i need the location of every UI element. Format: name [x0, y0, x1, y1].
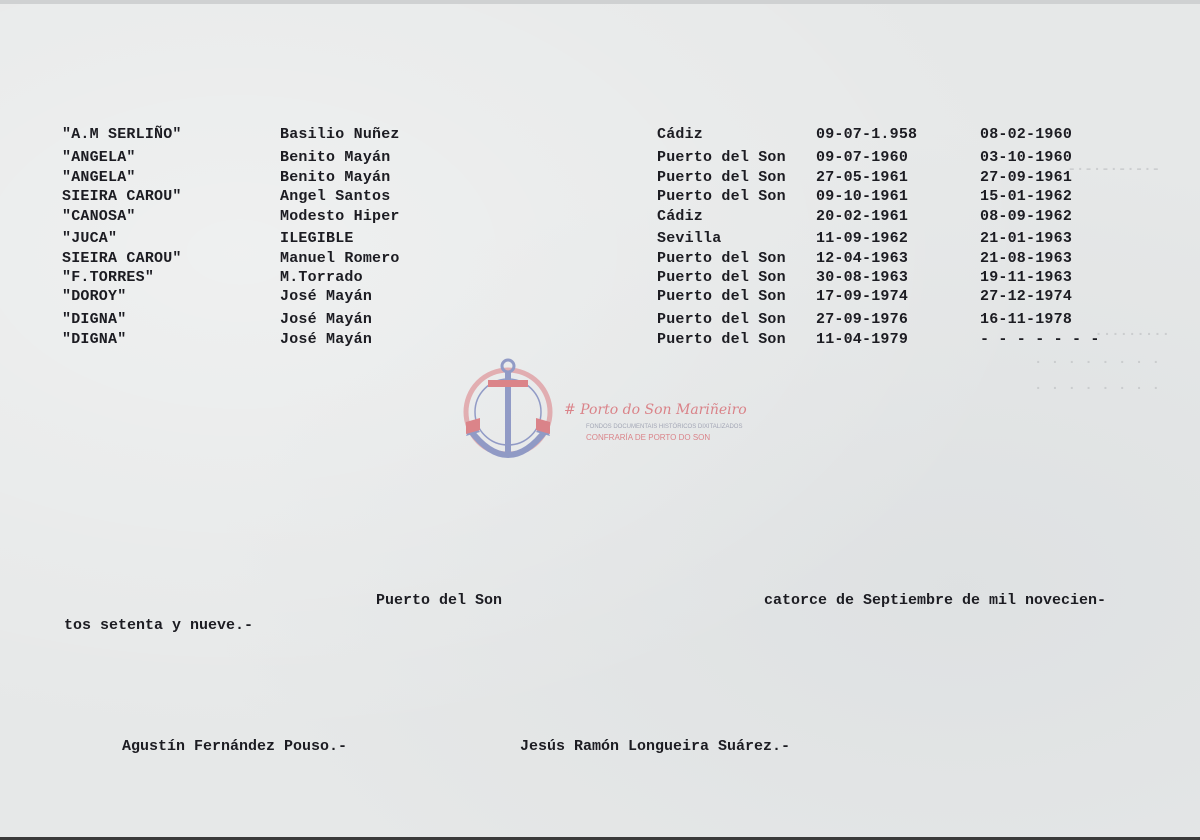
watermark-org: CONFRARÍA DE PORTO DO SON — [586, 433, 711, 442]
date-from: 27-09-1976 — [816, 311, 909, 328]
person-name: ILEGIBLE — [280, 230, 354, 247]
person-name: Benito Mayán — [280, 149, 391, 166]
closing-date-part2: tos setenta y nueve.- — [64, 617, 254, 634]
person-name: José Mayán — [280, 288, 373, 305]
person-name: José Mayán — [280, 311, 373, 328]
place: Puerto del Son — [657, 250, 786, 267]
place: Puerto del Son — [657, 331, 786, 348]
date-to: 19-11-1963 — [980, 269, 1073, 286]
record-row — [0, 311, 1200, 331]
boat-name: SIEIRA CAROU" — [62, 250, 182, 267]
boat-name: "ANGELA" — [62, 149, 136, 166]
person-name: Manuel Romero — [280, 250, 400, 267]
closing-place: Puerto del Son — [376, 592, 503, 609]
date-from: 27-05-1961 — [816, 169, 909, 186]
place: Puerto del Son — [657, 311, 786, 328]
boat-name: "DOROY" — [62, 288, 127, 305]
record-row — [0, 250, 1200, 270]
record-row — [0, 208, 1200, 228]
record-row — [0, 188, 1200, 208]
bleed-through-text: -·-·-·-·-·- ········· . . . . . . . . . . . . . . . . — [1033, 162, 1170, 394]
place: Puerto del Son — [657, 169, 786, 186]
place: Puerto del Son — [657, 288, 786, 305]
signature-right: Jesús Ramón Longueira Suárez.- — [520, 738, 791, 755]
person-name: M.Torrado — [280, 269, 363, 286]
date-to: 08-02-1960 — [980, 126, 1073, 143]
boat-name: "DIGNA" — [62, 311, 127, 328]
date-to: 27-12-1974 — [980, 288, 1073, 305]
record-row — [0, 169, 1200, 189]
date-from: 11-04-1979 — [816, 331, 909, 348]
person-name: Benito Mayán — [280, 169, 391, 186]
signature-left: Agustín Fernández Pouso.- — [122, 738, 348, 755]
date-to: 16-11-1978 — [980, 311, 1073, 328]
boat-name: "DIGNA" — [62, 331, 127, 348]
boat-records-list — [0, 0, 1200, 360]
boat-name: "JUCA" — [62, 230, 118, 247]
date-from: 09-07-1960 — [816, 149, 909, 166]
place: Puerto del Son — [657, 269, 786, 286]
record-row — [0, 288, 1200, 308]
record-row — [0, 269, 1200, 289]
place: Sevilla — [657, 230, 722, 247]
date-to: 03-10-1960 — [980, 149, 1073, 166]
record-row — [0, 126, 1200, 146]
date-from: 09-07-1.958 — [816, 126, 918, 143]
date-from: 09-10-1961 — [816, 188, 909, 205]
date-to: 27-09-1961 — [980, 169, 1073, 186]
person-name: Angel Santos — [280, 188, 391, 205]
place: Puerto del Son — [657, 149, 786, 166]
date-to: - - - - - - - — [980, 331, 1100, 348]
boat-name: SIEIRA CAROU" — [62, 188, 182, 205]
place: Cádiz — [657, 126, 704, 143]
person-name: José Mayán — [280, 331, 373, 348]
date-to: 15-01-1962 — [980, 188, 1073, 205]
date-to: 21-01-1963 — [980, 230, 1073, 247]
record-row — [0, 331, 1200, 351]
place: Puerto del Son — [657, 188, 786, 205]
watermark-title: # Porto do Son Mariñeiro — [564, 402, 747, 418]
record-row — [0, 149, 1200, 169]
record-row — [0, 230, 1200, 250]
person-name: Modesto Hiper — [280, 208, 400, 225]
place: Cádiz — [657, 208, 704, 225]
anchor-seal-icon — [458, 352, 568, 492]
boat-name: "ANGELA" — [62, 169, 136, 186]
boat-name: "CANOSA" — [62, 208, 136, 225]
boat-name: "F.TORRES" — [62, 269, 155, 286]
watermark-subtitle: FONDOS DOCUMENTAIS HISTÓRICOS DIXITALIZADOS — [586, 424, 743, 430]
person-name: Basilio Nuñez — [280, 126, 400, 143]
closing-date-part1: catorce de Septiembre de mil novecien- — [764, 592, 1107, 609]
date-from: 30-08-1963 — [816, 269, 909, 286]
boat-name: "A.M SERLIÑO" — [62, 126, 182, 143]
date-from: 17-09-1974 — [816, 288, 909, 305]
date-to: 08-09-1962 — [980, 208, 1073, 225]
date-from: 12-04-1963 — [816, 250, 909, 267]
date-to: 21-08-1963 — [980, 250, 1073, 267]
archive-watermark — [458, 352, 758, 492]
date-from: 20-02-1961 — [816, 208, 909, 225]
date-from: 11-09-1962 — [816, 230, 909, 247]
